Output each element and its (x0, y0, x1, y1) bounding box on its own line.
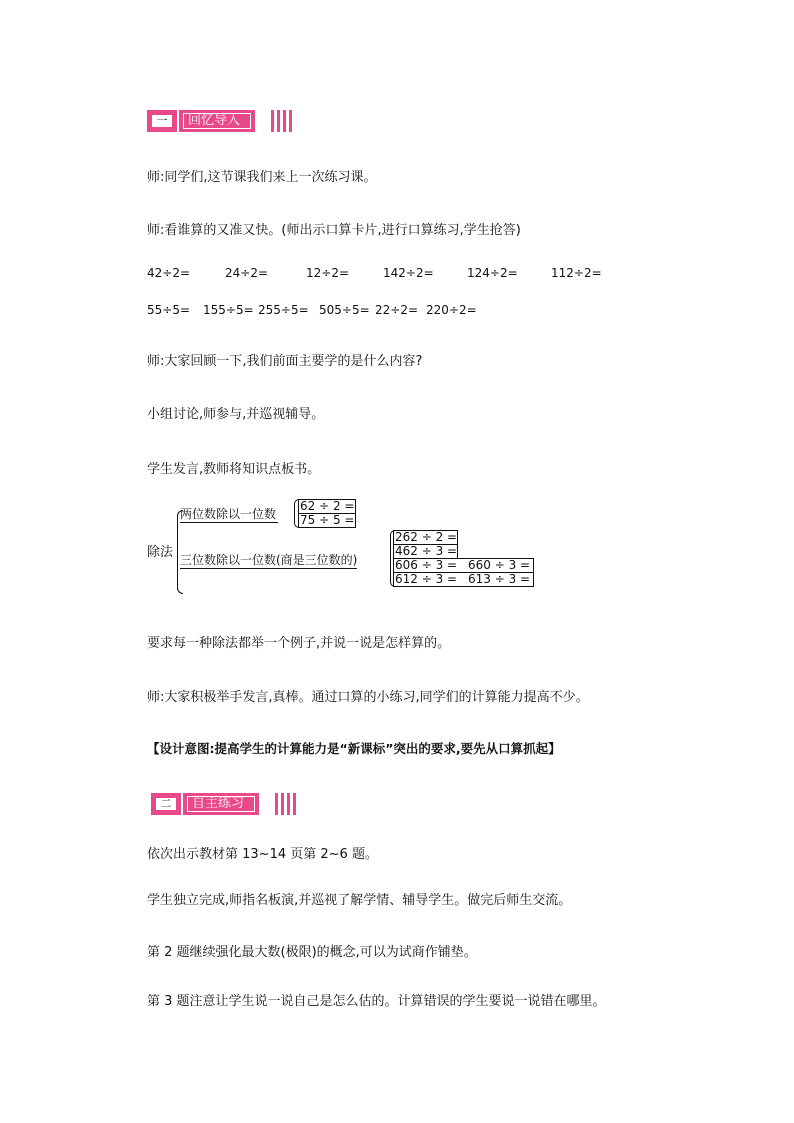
oral-calc: 142÷2= (383, 266, 434, 280)
oral-calc: 255÷5= (258, 303, 309, 317)
oral-calc: 55÷5= (147, 303, 191, 317)
paragraph: 小组讨论,师参与,并巡视辅导。 (147, 407, 325, 422)
paragraph: 师:大家回顾一下,我们前面主要学的是什么内容? (147, 354, 423, 369)
decor-stripe (271, 110, 274, 132)
decor-stripe (293, 793, 296, 815)
paragraph: 依次出示教材第 13~14 页第 2~6 题。 (147, 847, 378, 862)
tree-branch-2-item: 612 ÷ 3 = (395, 572, 458, 586)
oral-calc: 505÷5= (319, 303, 370, 317)
section-number: 二 (155, 797, 177, 811)
paragraph: 师:大家积极举手发言,真棒。通过口算的小练习,同学们的计算能力提高不少。 (147, 690, 589, 705)
decor-stripe (287, 793, 290, 815)
paragraph: 师:看谁算的又准又快。(师出示口算卡片,进行口算练习,学生抢答) (147, 223, 521, 238)
oral-calc: 155÷5= (203, 303, 254, 317)
decor-stripe (283, 110, 286, 132)
tree-branch-2-item: 262 ÷ 2 = (395, 530, 458, 544)
oral-calc: 22÷2= (375, 303, 419, 317)
tree-branch-1-item: 62 ÷ 2 = (300, 499, 355, 513)
paragraph: 学生独立完成,师指名板演,并巡视了解学情、辅导学生。做完后师生交流。 (147, 893, 572, 908)
oral-calc: 124÷2= (467, 266, 518, 280)
decor-stripe (289, 110, 292, 132)
section-header-practice (151, 793, 301, 815)
section-number-box (147, 110, 177, 132)
paragraph: 学生发言,教师将知识点板书。 (147, 462, 321, 477)
oral-calc: 42÷2= (147, 266, 191, 280)
paragraph: 师:同学们,这节课我们来上一次练习课。 (147, 170, 377, 185)
section-title: 自主练习 (187, 796, 255, 812)
tree-branch-1-item: 75 ÷ 5 = (300, 513, 355, 527)
decor-stripe (281, 793, 284, 815)
tree-branch-2: 三位数除以一位数(商是三位数的) (180, 553, 358, 567)
decor-stripe (275, 793, 278, 815)
paragraph: 第 2 题继续强化最大数(极限)的概念,可以为试商作铺垫。 (147, 945, 477, 960)
tree-branch-2-item: 606 ÷ 3 = (395, 558, 458, 572)
tree-root: 除法 (147, 545, 174, 560)
section-number-box (151, 793, 181, 815)
tree-branch-1: 两位数除以一位数 (180, 507, 277, 521)
design-intent-note: 【设计意图:提高学生的计算能力是“新课标”突出的要求,要先从口算抓起】 (147, 741, 561, 756)
section-title-box (183, 793, 259, 815)
oral-calc: 12÷2= (306, 266, 350, 280)
section-title-box (179, 110, 255, 132)
paragraph: 第 3 题注意让学生说一说自己是怎么估的。计算错误的学生要说一说错在哪里。 (147, 994, 606, 1009)
tree-branch-2-row (393, 572, 534, 587)
tree-branch-2-item: 462 ÷ 3 = (395, 544, 458, 558)
section-header-recall (147, 110, 297, 132)
oral-calc: 112÷2= (551, 266, 602, 280)
oral-calc: 220÷2= (426, 303, 477, 317)
paragraph: 要求每一种除法都举一个例子,并说一说是怎样算的。 (147, 636, 451, 651)
tree-branch-2-item: 660 ÷ 3 = (468, 558, 531, 572)
tree-branch-2-row (393, 558, 534, 573)
oral-calc: 24÷2= (225, 266, 269, 280)
section-title: 回忆导入 (183, 113, 251, 129)
tree-branch-2-item: 613 ÷ 3 = (468, 572, 531, 586)
section-number: 一 (151, 114, 173, 128)
decor-stripe (277, 110, 280, 132)
